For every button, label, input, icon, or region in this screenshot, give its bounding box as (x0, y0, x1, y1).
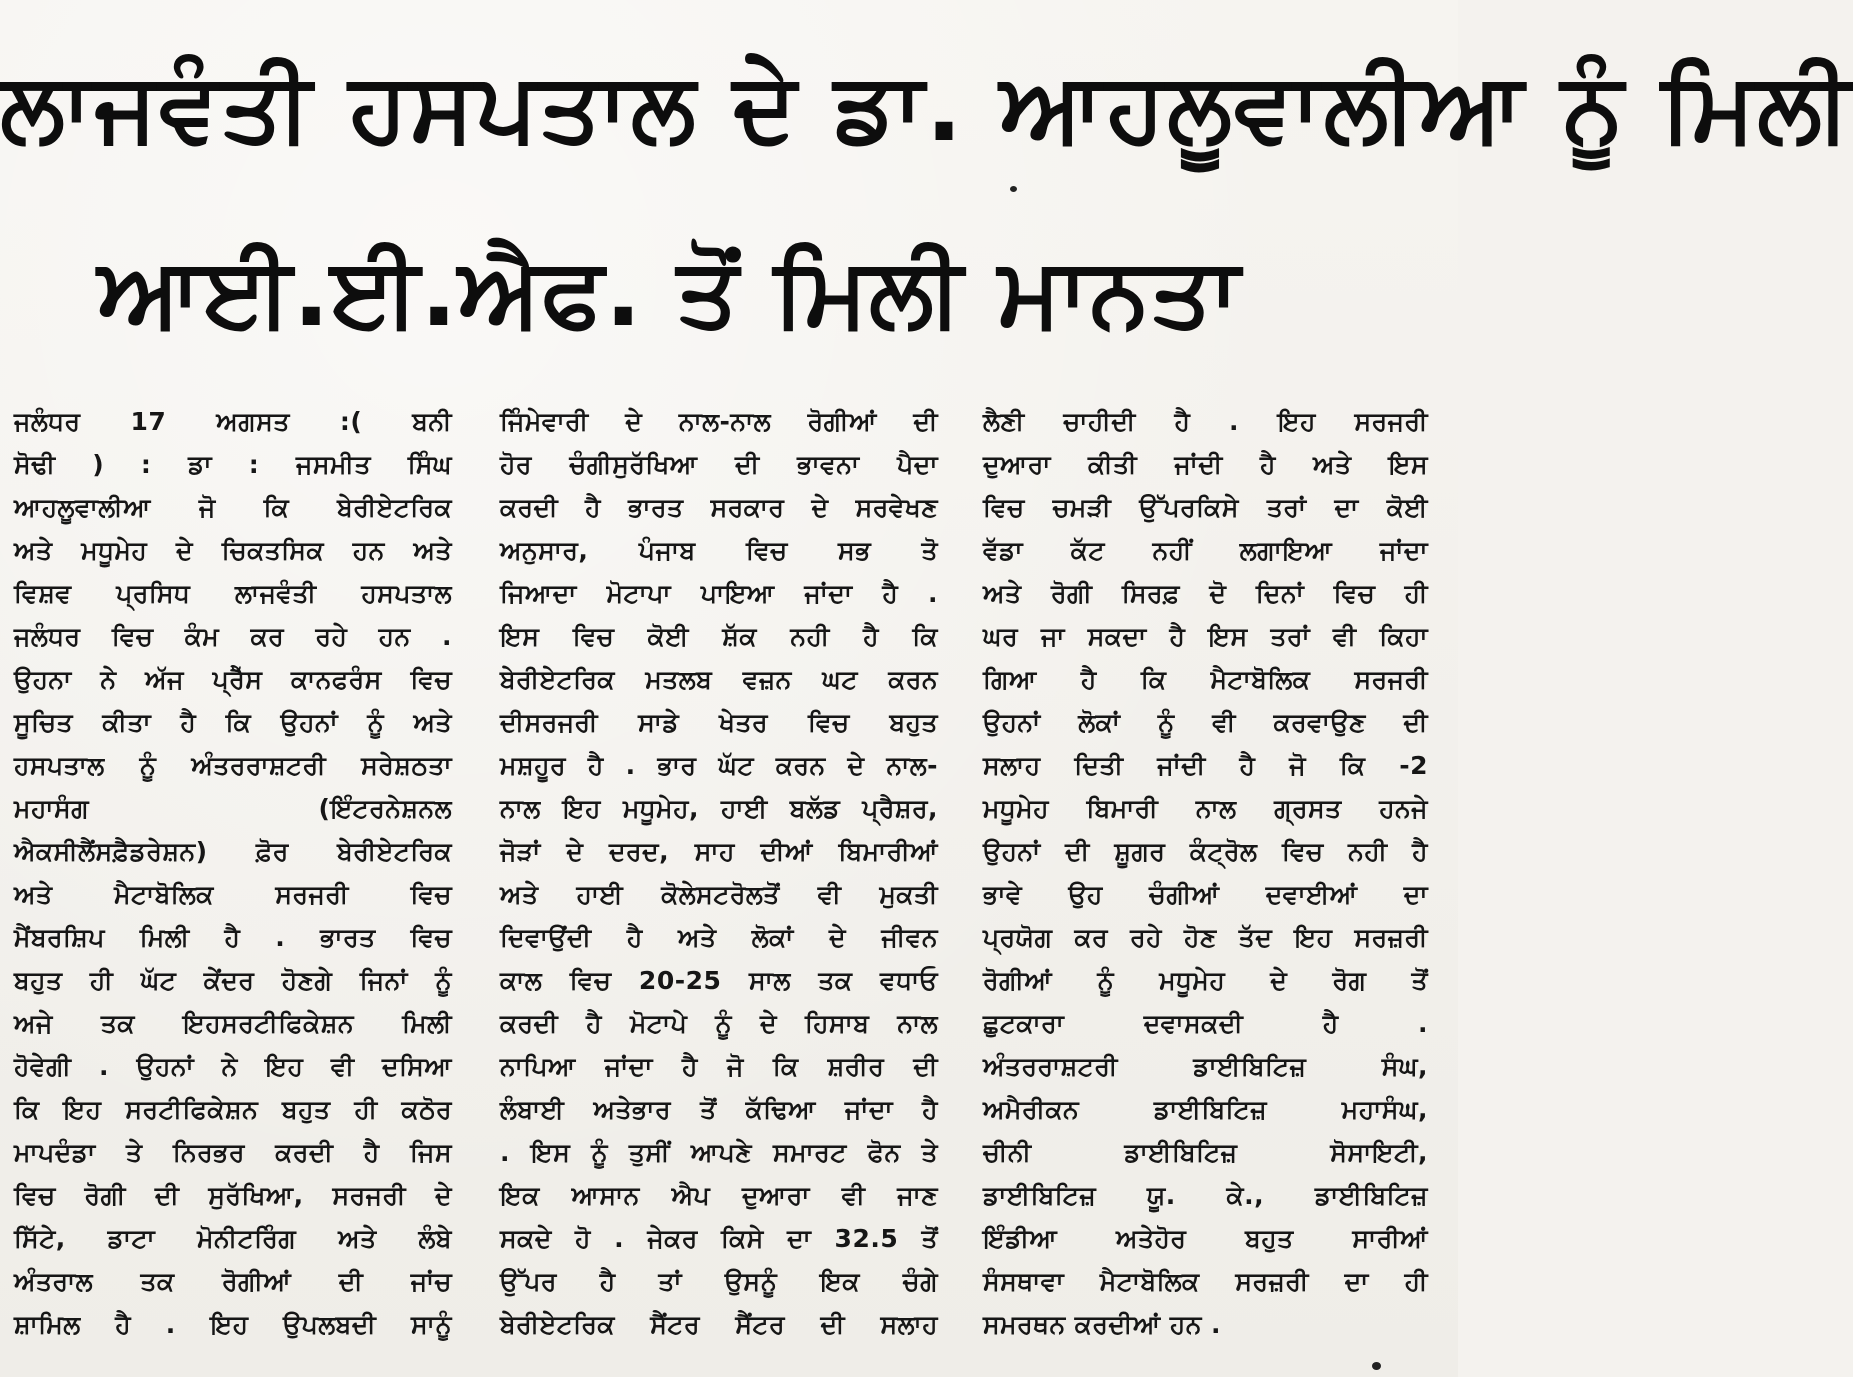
column-3-line: ਮਧੂਮੇਹ ਬਿਮਾਰੀ ਨਾਲ ਗ੍ਰਸਤ ਹਨਜੇ (983, 794, 1428, 823)
column-3-line: ਛੁਟਕਾਰਾ ਦਵਾਸਕਦੀ ਹੈ . (983, 1009, 1428, 1038)
column-1-line: ਅੰਤਰਾਲ ਤਕ ਰੋਗੀਆਂ ਦੀ ਜਾਂਚ (14, 1267, 452, 1296)
column-2-line: ਦੀਸਰਜਰੀ ਸਾਡੇ ਖੇਤਰ ਵਿਚ ਬਹੁਤ (500, 708, 938, 737)
column-3-line: ਅੰਤਰਰਾਸ਼ਟਰੀ ਡਾਈਬਿਟਿਜ਼ ਸੰਘ, (983, 1052, 1428, 1081)
column-2-line: ਜੋੜਾਂ ਦੇ ਦਰਦ, ਸਾਹ ਦੀਆਂ ਬਿਮਾਰੀਆਂ (500, 837, 938, 866)
column-1-line: ਅਤੇ ਮਧੂਮੇਹ ਦੇ ਚਿਕਤਸਿਕ ਹਨ ਅਤੇ (14, 536, 452, 565)
column-3-line: ਵੱਡਾ ਕੱਟ ਨਹੀਂ ਲਗਾਇਆ ਜਾਂਦਾ (983, 536, 1428, 565)
column-2-line: ਇਸ ਵਿਚ ਕੋਈ ਸ਼ੱਕ ਨਹੀ ਹੈ ਕਿ (500, 622, 938, 651)
column-2-line: ਬੇਰੀਏਟਰਿਕ ਸੈਂਟਰ ਸੈਂਟਰ ਦੀ ਸਲਾਹ (500, 1310, 938, 1339)
column-2-line: ਬੇਰੀਏਟਰਿਕ ਮਤਲਬ ਵਜ਼ਨ ਘਟ ਕਰਨ (500, 665, 938, 694)
column-3-line: ਘਰ ਜਾ ਸਕਦਾ ਹੈ ਇਸ ਤਰਾਂ ਵੀ ਕਿਹਾ (983, 622, 1428, 651)
column-2-line: ਨਾਲ ਇਹ ਮਧੂਮੇਹ, ਹਾਈ ਬਲੱਡ ਪ੍ਰੈਸ਼ਰ, (500, 794, 938, 823)
column-2-line: ਜਿਆਦਾ ਮੋਟਾਪਾ ਪਾਇਆ ਜਾਂਦਾ ਹੈ . (500, 579, 938, 608)
column-1-line: ਬਹੁਤ ਹੀ ਘੱਟ ਕੇਂਦਰ ਹੋਣਗੇ ਜਿਨਾਂ ਨੂੰ (14, 966, 452, 995)
article-column-3 (983, 400, 1428, 1346)
column-1-line: ਮਾਪਦੰਡਾ ਤੇ ਨਿਰਭਰ ਕਰਦੀ ਹੈ ਜਿਸ (14, 1138, 452, 1167)
column-1-line: ਵਿਚ ਰੋਗੀ ਦੀ ਸੁਰੱਖਿਆ, ਸਰਜਰੀ ਦੇ (14, 1181, 452, 1210)
column-3-line: ਉਹਨਾਂ ਦੀ ਸ਼ੂਗਰ ਕੰਟ੍ਰੋਲ ਵਿਚ ਨਹੀ ਹੈ (983, 837, 1428, 866)
column-3-line: ਪ੍ਰਯੋਗ ਕਰ ਰਹੇ ਹੋਣ ਤੱਦ ਇਹ ਸਰਜ਼ਰੀ (983, 923, 1428, 952)
column-1-line: ਆਹਲੂਵਾਲੀਆ ਜੋ ਕਿ ਬੇਰੀਏਟਰਿਕ (14, 493, 452, 522)
column-3-line: ਵਿਚ ਚਮੜੀ ਉੱਪਰਕਿਸੇ ਤਰਾਂ ਦਾ ਕੋਈ (983, 493, 1428, 522)
column-2-line: ਲੰਬਾਈ ਅਤੇਭਾਰ ਤੋਂ ਕੱਢਿਆ ਜਾਂਦਾ ਹੈ (500, 1095, 938, 1124)
column-1-line: ਅਜੇ ਤਕ ਇਹਸਰਟੀਫਿਕੇਸ਼ਨ ਮਿਲੀ (14, 1009, 452, 1038)
column-3-line: ਰੋਗੀਆਂ ਨੂੰ ਮਧੂਮੇਹ ਦੇ ਰੋਗ ਤੋਂ (983, 966, 1428, 995)
column-1-line: ਜਲੰਧਰ 17 ਅਗਸਤ :( ਬਨੀ (14, 407, 452, 436)
column-1-line: ਮੈਂਬਰਸ਼ਿਪ ਮਿਲੀ ਹੈ . ਭਾਰਤ ਵਿਚ (14, 923, 452, 952)
column-1-line: ਐਕਸੀਲੈਂਸਫ਼ੈਡਰੇਸ਼ਨ) ਫ਼ੋਰ ਬੇਰੀਏਟਰਿਕ (14, 837, 452, 866)
column-3-line: ਸੰਸਥਾਵਾ ਮੈਟਾਬੋਲਿਕ ਸਰਜ਼ਰੀ ਦਾ ਹੀ (983, 1267, 1428, 1296)
column-2-line: ਅਤੇ ਹਾਈ ਕੋਲੇਸਟਰੋਲਤੋਂ ਵੀ ਮੁਕਤੀ (500, 880, 938, 909)
print-speck (1372, 1362, 1381, 1370)
column-1-line: ਹੋਵੇਗੀ . ਉਹਨਾਂ ਨੇ ਇਹ ਵੀ ਦਸਿਆ (14, 1052, 452, 1081)
column-1-line: ਸੋਢੀ ) : ਡਾ : ਜਸਮੀਤ ਸਿੰਘ (14, 450, 452, 479)
column-1-line: ਸ਼ਾਮਿਲ ਹੈ . ਇਹ ਉਪਲਬਦੀ ਸਾਨੂੰ (14, 1310, 452, 1339)
column-2-line: ਮਸ਼ਹੂਰ ਹੈ . ਭਾਰ ਘੱਟ ਕਰਨ ਦੇ ਨਾਲ- (500, 751, 938, 780)
column-2-line: ਕਾਲ ਵਿਚ 20-25 ਸਾਲ ਤਕ ਵਧਾਓ (500, 966, 938, 995)
column-1-line: ਵਿਸ਼ਵ ਪ੍ਰਸਿਧ ਲਾਜਵੰਤੀ ਹਸਪਤਾਲ (14, 579, 452, 608)
column-2-line: ਅਨੁਸਾਰ, ਪੰਜਾਬ ਵਿਚ ਸਭ ਤੋ (500, 536, 938, 565)
column-3-line: ਉਹਨਾਂ ਲੋਕਾਂ ਨੂੰ ਵੀ ਕਰਵਾਉਣ ਦੀ (983, 708, 1428, 737)
column-1-line: ਅਤੇ ਮੈਟਾਬੋਲਿਕ ਸਰਜਰੀ ਵਿਚ (14, 880, 452, 909)
column-3-line: ਭਾਵੇ ਉਹ ਚੰਗੀਆਂ ਦਵਾਈਆਂ ਦਾ (983, 880, 1428, 909)
headline-line-2: ਆਈ.ਈ.ਐਫ. ਤੋਂ ਮਿਲੀ ਮਾਨਤਾ (97, 236, 1241, 348)
column-3-line: ਅਤੇ ਰੋਗੀ ਸਿਰਫ਼ ਦੋ ਦਿਨਾਂ ਵਿਚ ਹੀ (983, 579, 1428, 608)
column-3-line: ਚੀਨੀ ਡਾਈਬਿਟਿਜ਼ ਸੋਸਾਇਟੀ, (983, 1138, 1428, 1167)
article-column-1 (14, 400, 452, 1346)
column-1-line: ਸਿੱਟੇ, ਡਾਟਾ ਮੋਨੀਟਰਿੰਗ ਅਤੇ ਲੰਬੇ (14, 1224, 452, 1253)
column-2-line: . ਇਸ ਨੂੰ ਤੁਸੀਂ ਆਪਣੇ ਸਮਾਰਟ ਫੋਨ ਤੇ (500, 1138, 938, 1167)
column-1-line: ਕਿ ਇਹ ਸਰਟੀਫਿਕੇਸ਼ਨ ਬਹੁਤ ਹੀ ਕਠੋਰ (14, 1095, 452, 1124)
column-2-line: ਕਰਦੀ ਹੈ ਭਾਰਤ ਸਰਕਾਰ ਦੇ ਸਰਵੇਖਣ (500, 493, 938, 522)
column-2-line: ਇਕ ਆਸਾਨ ਐਪ ਦੁਆਰਾ ਵੀ ਜਾਣ (500, 1181, 938, 1210)
column-3-line: ਅਮੈਰੀਕਨ ਡਾਈਬਿਟਿਜ਼ ਮਹਾਸੰਘ, (983, 1095, 1428, 1124)
column-2-line: ਸਕਦੇ ਹੋ . ਜੇਕਰ ਕਿਸੇ ਦਾ 32.5 ਤੋਂ (500, 1224, 938, 1253)
column-3-line: ਸਮਰਥਨ ਕਰਦੀਆਂ ਹਨ . (983, 1310, 1222, 1339)
column-3-line: ਸਲਾਹ ਦਿਤੀ ਜਾਂਦੀ ਹੈ ਜੋ ਕਿ -2 (983, 751, 1428, 780)
column-1-line: ਜਲੰਧਰ ਵਿਚ ਕੰਮ ਕਰ ਰਹੇ ਹਨ . (14, 622, 452, 651)
headline-line-1: ਲਾਜਵੰਤੀ ਹਸਪਤਾਲ ਦੇ ਡਾ. ਆਹਲੂਵਾਲੀਆ ਨੂੰ ਮਿਲੀ (0, 51, 1853, 163)
column-2-line: ਹੋਰ ਚੰਗੀਸੁਰੱਖਿਆ ਦੀ ਭਾਵਨਾ ਪੈਦਾ (500, 450, 938, 479)
column-3-line: ਡਾਈਬਿਟਿਜ਼ ਯੂ. ਕੇ., ਡਾਈਬਿਟਿਜ਼ (983, 1181, 1428, 1210)
column-3-line: ਗਿਆ ਹੈ ਕਿ ਮੈਟਾਬੋਲਿਕ ਸਰਜਰੀ (983, 665, 1428, 694)
column-2-line: ਨਾਪਿਆ ਜਾਂਦਾ ਹੈ ਜੋ ਕਿ ਸ਼ਰੀਰ ਦੀ (500, 1052, 938, 1081)
column-1-line: ਸੂਚਿਤ ਕੀਤਾ ਹੈ ਕਿ ਉਹਨਾਂ ਨੂੰ ਅਤੇ (14, 708, 452, 737)
column-2-line: ਕਰਦੀ ਹੈ ਮੋਟਾਪੇ ਨੂੰ ਦੇ ਹਿਸਾਬ ਨਾਲ (500, 1009, 938, 1038)
column-1-line: ਮਹਾਸੰਗ (ਇੰਟਰਨੇਸ਼ਨਲ (14, 794, 452, 823)
column-3-line: ਦੁਆਰਾ ਕੀਤੀ ਜਾਂਦੀ ਹੈ ਅਤੇ ਇਸ (983, 450, 1428, 479)
column-1-line: ਉਹਨਾ ਨੇ ਅੱਜ ਪ੍ਰੈੱਸ ਕਾਨਫਰੰਸ ਵਿਚ (14, 665, 452, 694)
column-3-line: ਇੰਡੀਆ ਅਤੇਹੋਰ ਬਹੁਤ ਸਾਰੀਆਂ (983, 1224, 1428, 1253)
article-column-2 (500, 400, 938, 1346)
print-speck (1010, 186, 1017, 192)
column-2-line: ਜਿੰਮੇਵਾਰੀ ਦੇ ਨਾਲ-ਨਾਲ ਰੋਗੀਆਂ ਦੀ (500, 407, 938, 436)
column-2-line: ਉੱਪਰ ਹੈ ਤਾਂ ਉਸਨੂੰ ਇਕ ਚੰਗੇ (500, 1267, 938, 1296)
column-3-line: ਲੈਣੀ ਚਾਹੀਦੀ ਹੈ . ਇਹ ਸਰਜਰੀ (983, 407, 1428, 436)
column-2-line: ਦਿਵਾਉਂਦੀ ਹੈ ਅਤੇ ਲੋਕਾਂ ਦੇ ਜੀਵਨ (500, 923, 938, 952)
column-1-line: ਹਸਪਤਾਲ ਨੂੰ ਅੰਤਰਰਾਸ਼ਟਰੀ ਸਰੇਸ਼ਠਤਾ (14, 751, 452, 780)
